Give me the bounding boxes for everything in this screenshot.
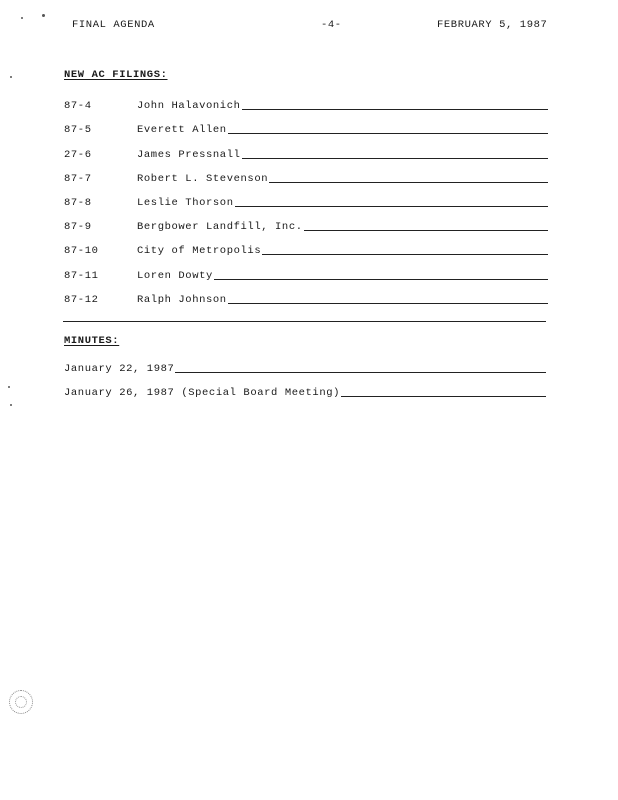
agenda-title: FINAL AGENDA — [72, 19, 155, 31]
filing-name: Bergbower Landfill, Inc. — [137, 221, 303, 234]
filing-name: Everett Allen — [137, 124, 227, 137]
filing-name: Leslie Thorson — [137, 196, 234, 209]
filing-number: 87-12 — [64, 293, 99, 306]
page-header — [0, 19, 618, 33]
section-divider-line — [63, 321, 546, 322]
filing-row — [64, 140, 548, 164]
blank-line — [214, 278, 548, 280]
filing-number: 87-9 — [64, 221, 92, 234]
blank-line — [228, 302, 548, 304]
scan-speck — [10, 404, 12, 406]
blank-line — [228, 132, 548, 134]
filing-number: 87-7 — [64, 172, 92, 185]
scan-speck — [42, 14, 45, 17]
agenda-date: FEBRUARY 5, 1987 — [437, 19, 548, 31]
blank-line — [242, 157, 548, 159]
minutes-row — [64, 355, 546, 379]
filing-row — [64, 165, 548, 189]
faded-stamp-mark — [9, 690, 33, 714]
minutes-date: January 26, 1987 (Special Board Meeting) — [64, 387, 341, 399]
filing-number: 87-10 — [64, 245, 99, 258]
filing-row — [64, 213, 548, 237]
minutes-list — [64, 355, 546, 403]
filing-name: City of Metropolis — [137, 245, 262, 258]
page-number: -4- — [321, 19, 342, 31]
scan-speck — [8, 386, 10, 388]
blank-line — [242, 108, 548, 110]
filing-name: Robert L. Stevenson — [137, 172, 269, 185]
filing-number: 87-4 — [64, 100, 92, 113]
filing-number: 87-5 — [64, 124, 92, 137]
filing-number: 87-8 — [64, 196, 92, 209]
blank-line — [175, 371, 546, 373]
filing-name: Ralph Johnson — [137, 293, 227, 306]
filing-name: John Halavonich — [137, 100, 241, 113]
filing-row — [64, 286, 548, 310]
minutes-date: January 22, 1987 — [64, 363, 175, 375]
minutes-heading: MINUTES: — [64, 335, 120, 347]
filing-name: James Pressnall — [137, 148, 241, 161]
scan-speck — [21, 17, 23, 19]
blank-line — [341, 395, 546, 397]
filing-name: Loren Dowty — [137, 269, 213, 282]
filing-row — [64, 92, 548, 116]
filing-row — [64, 237, 548, 261]
blank-line — [262, 253, 548, 255]
new-ac-filings-heading: NEW AC FILINGS: — [64, 69, 168, 81]
minutes-row — [64, 379, 546, 403]
blank-line — [269, 181, 548, 183]
blank-line — [235, 205, 548, 207]
blank-line — [304, 229, 548, 231]
filings-list — [64, 92, 548, 310]
filing-row — [64, 261, 548, 285]
filing-row — [64, 116, 548, 140]
filing-row — [64, 189, 548, 213]
filing-number: 87-11 — [64, 269, 99, 282]
filing-number: 27-6 — [64, 148, 92, 161]
scan-speck — [10, 76, 12, 78]
